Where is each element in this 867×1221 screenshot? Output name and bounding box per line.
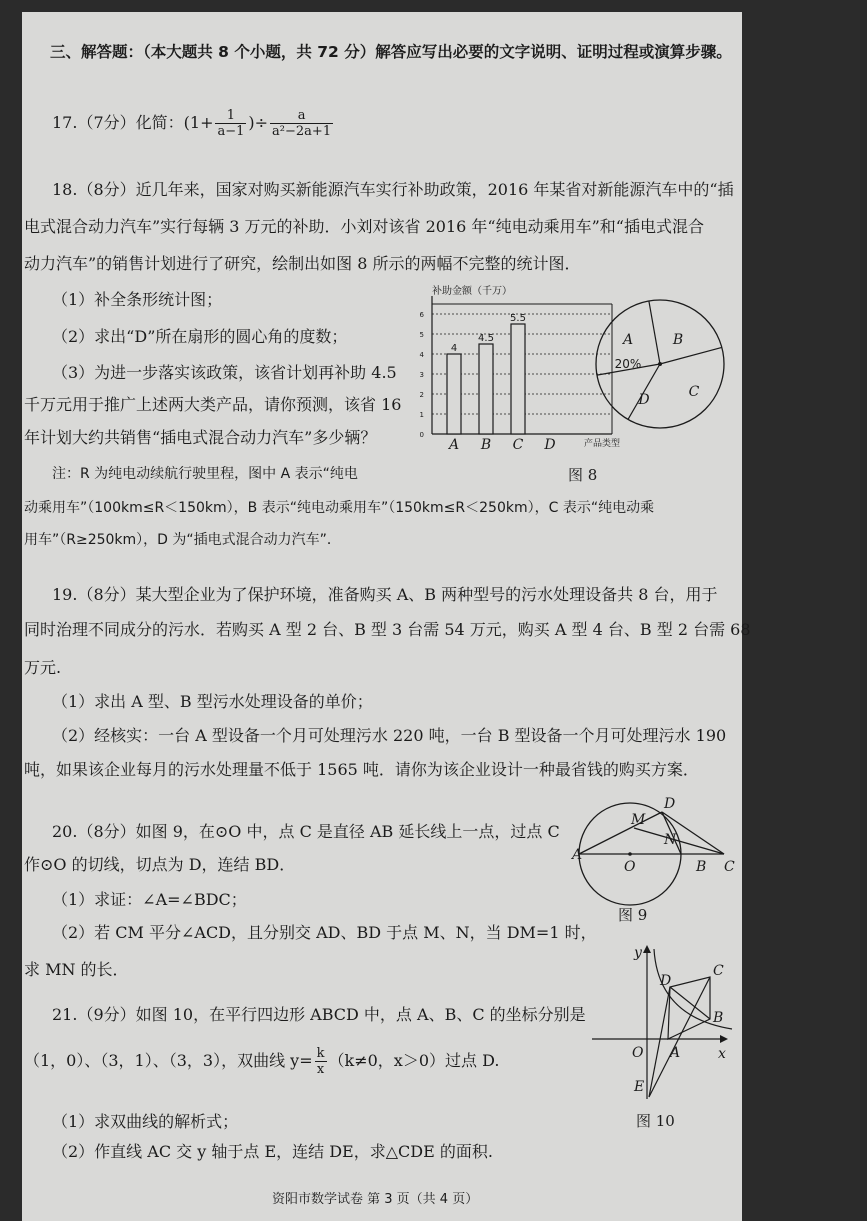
pie-label-C: C bbox=[688, 384, 700, 400]
label-point-b: B bbox=[713, 1010, 724, 1026]
pie-chart bbox=[590, 292, 730, 432]
y-tick-label-6: 6 bbox=[419, 311, 424, 319]
q19-sub2a: （2）经核实：一台 A 型设备一个月可处理污水 220 吨，一台 B 型设备一个月可处理污水 190 bbox=[52, 726, 727, 745]
q21-line1: 21.（9分）如图 10，在平行四边形 ABCD 中，点 A、B、C 的坐标分别是 bbox=[52, 1005, 586, 1024]
label-b: B bbox=[696, 859, 707, 875]
label-point-d: D bbox=[660, 973, 672, 989]
q20-line2: 作⊙O 的切线，切点为 D，连结 BD． bbox=[24, 855, 296, 874]
label-m: M bbox=[631, 812, 646, 828]
label-point-a: A bbox=[670, 1045, 681, 1061]
fig10-caption: 图 10 bbox=[636, 1112, 675, 1130]
q19-line3: 万元. bbox=[24, 658, 62, 677]
q18-line3: 动力汽车”的销售计划进行了研究，绘制出如图 8 所示的两幅不完整的统计图． bbox=[24, 254, 581, 273]
pie-value-label-A: 20% bbox=[614, 357, 642, 371]
question-17 bbox=[52, 108, 335, 139]
q21-frac-den: x bbox=[316, 1062, 325, 1077]
q19-sub1: （1）求出 A 型、B 型污水处理设备的单价； bbox=[52, 692, 373, 711]
q17-prefix: 17.（7分）化简： bbox=[52, 113, 184, 132]
x-axis-title: 产品类型 bbox=[584, 439, 621, 449]
y-tick-label-2: 2 bbox=[419, 391, 424, 399]
q17-frac1-den: a−1 bbox=[217, 124, 245, 139]
pie-divider-a-b bbox=[649, 301, 660, 364]
x-tick-label-C: C bbox=[512, 437, 524, 453]
y-tick-label-1: 1 bbox=[419, 411, 424, 419]
q21-line2-pre: （1，0）、（3，1）、（3，3），双曲线 y= bbox=[24, 1051, 313, 1070]
q17-fraction-1 bbox=[215, 108, 246, 139]
x-arrow bbox=[720, 1035, 728, 1043]
q17-frac2-num: a bbox=[270, 108, 333, 124]
label-x: x bbox=[718, 1046, 726, 1062]
label-a: A bbox=[572, 847, 583, 863]
q18-sub3b: 千万元用于推广上述两大类产品，请你预测，该省 16 bbox=[24, 395, 402, 414]
q19-sub2b: 吨，如果该企业每月的污水处理量不低于 1565 吨．请你为该企业设计一种最省钱的购买方案． bbox=[24, 760, 699, 779]
q21-sub1: （1）求双曲线的解析式； bbox=[52, 1112, 239, 1131]
q17-frac1-num: 1 bbox=[215, 108, 246, 124]
exam-page bbox=[22, 12, 751, 1221]
parallelogram-abcd bbox=[668, 977, 710, 1039]
q17-open: (1+ bbox=[183, 113, 214, 132]
pie-label-D: D bbox=[638, 392, 650, 408]
q18-sub3a: （3）为进一步落实该政策，该省计划再补助 4.5 bbox=[52, 363, 397, 382]
q18-sub2: （2）求出“D”所在扇形的圆心角的度数； bbox=[52, 327, 348, 346]
q21-frac-num: k bbox=[316, 1046, 325, 1061]
label-n: N bbox=[664, 832, 677, 848]
label-origin: O bbox=[632, 1045, 644, 1061]
y-arrow bbox=[643, 945, 651, 953]
bar-value-label-A: 4 bbox=[450, 343, 458, 354]
pie-label-A: A bbox=[622, 332, 634, 348]
label-c: C bbox=[724, 859, 735, 875]
coordinate-figure bbox=[592, 937, 732, 1105]
q18-note1: 注：R 为纯电动续航行驶里程，图中 A 表示“纯电 bbox=[52, 466, 358, 482]
label-point-e: E bbox=[634, 1079, 645, 1095]
q21-line2-post: （k≠0，x＞0）过点 D. bbox=[328, 1051, 500, 1070]
q21-fraction bbox=[315, 1046, 327, 1077]
q20-sub2a: （2）若 CM 平分∠ACD，且分别交 AD、BD 于点 M、N，当 DM=1 时， bbox=[52, 923, 597, 942]
y-tick-label-4: 4 bbox=[419, 351, 424, 359]
q20-sub2b: 求 MN 的长． bbox=[24, 960, 129, 979]
q18-line2: 电式混合动力汽车”实行每辆 3 万元的补助．小刘对该省 2016 年“纯电动乘用车”和“插电式混合 bbox=[24, 217, 704, 236]
center-point bbox=[628, 852, 632, 856]
bar-value-label-B: 4.5 bbox=[478, 333, 494, 344]
pie-divider-b-c bbox=[660, 347, 722, 364]
q21-sub2: （2）作直线 AC 交 y 轴于点 E，连结 DE，求△CDE 的面积. bbox=[52, 1142, 493, 1161]
label-d: D bbox=[664, 796, 676, 812]
label-y: y bbox=[634, 945, 642, 961]
y-tick-label-5: 5 bbox=[419, 331, 424, 339]
q18-line1: 18.（8分）近几年来，国家对购买新能源汽车实行补助政策，2016 年某省对新能源汽车中的“插 bbox=[52, 180, 734, 199]
q18-sub3c: 年计划大约共销售“插电式混合动力汽车”多少辆？ bbox=[24, 428, 377, 447]
bar-A bbox=[447, 354, 461, 434]
q20-line1: 20.（8分）如图 9，在⊙O 中，点 C 是直径 AB 延长线上一点，过点 C bbox=[52, 822, 560, 841]
line-de bbox=[649, 987, 670, 1097]
section-header: 三、解答题：（本大题共 8 个小题，共 72 分）解答应写出必要的文字说明、证明过程或演算步骤。 bbox=[50, 43, 732, 61]
pie-center bbox=[658, 362, 662, 366]
q18-note2: 动乘用车”（100km≤R＜150km），B 表示“纯电动乘用车”（150km≤R＜250km），C 表示“纯电动乘 bbox=[24, 500, 655, 516]
y-axis-title: 补助金额（千万） bbox=[432, 286, 512, 297]
q19-line1: 19.（8分）某大型企业为了保护环境，准备购买 A、B 两种型号的污水处理设备共 8 台，用于 bbox=[52, 585, 718, 604]
q19-line2: 同时治理不同成分的污水．若购买 A 型 2 台、B 型 3 台需 54 万元，购买 A 型 4 台、B 型 2 台需 68 bbox=[24, 620, 751, 639]
bar-B bbox=[479, 344, 493, 434]
fig9-caption: 图 9 bbox=[618, 906, 648, 924]
y-tick-label-0: 0 bbox=[419, 431, 424, 439]
q17-fraction-2 bbox=[270, 108, 333, 139]
label-o: O bbox=[624, 859, 636, 875]
bar-chart bbox=[402, 284, 621, 453]
fig8-caption: 图 8 bbox=[568, 466, 598, 484]
y-tick-label-3: 3 bbox=[419, 371, 424, 379]
q17-frac2-den: a²−2a+1 bbox=[272, 124, 332, 139]
bar-C bbox=[511, 324, 525, 434]
q20-sub1: （1）求证：∠A=∠BDC； bbox=[52, 890, 247, 909]
circle-figure bbox=[574, 792, 742, 914]
x-tick-label-D: D bbox=[544, 437, 556, 453]
q18-sub1: （1）补全条形统计图； bbox=[52, 290, 223, 309]
q18-note3: 用车”（R≥250km），D 为“插电式混合动力汽车”． bbox=[24, 532, 341, 548]
q21-line2 bbox=[24, 1046, 499, 1077]
label-point-c: C bbox=[713, 963, 724, 979]
x-tick-label-A: A bbox=[448, 437, 460, 453]
bar-value-label-C: 5.5 bbox=[510, 313, 526, 324]
q17-div: )÷ bbox=[248, 113, 269, 132]
x-tick-label-B: B bbox=[480, 437, 492, 453]
page-footer: 资阳市数学试卷 第 3 页（共 4 页） bbox=[272, 1192, 479, 1207]
pie-label-B: B bbox=[672, 332, 684, 348]
